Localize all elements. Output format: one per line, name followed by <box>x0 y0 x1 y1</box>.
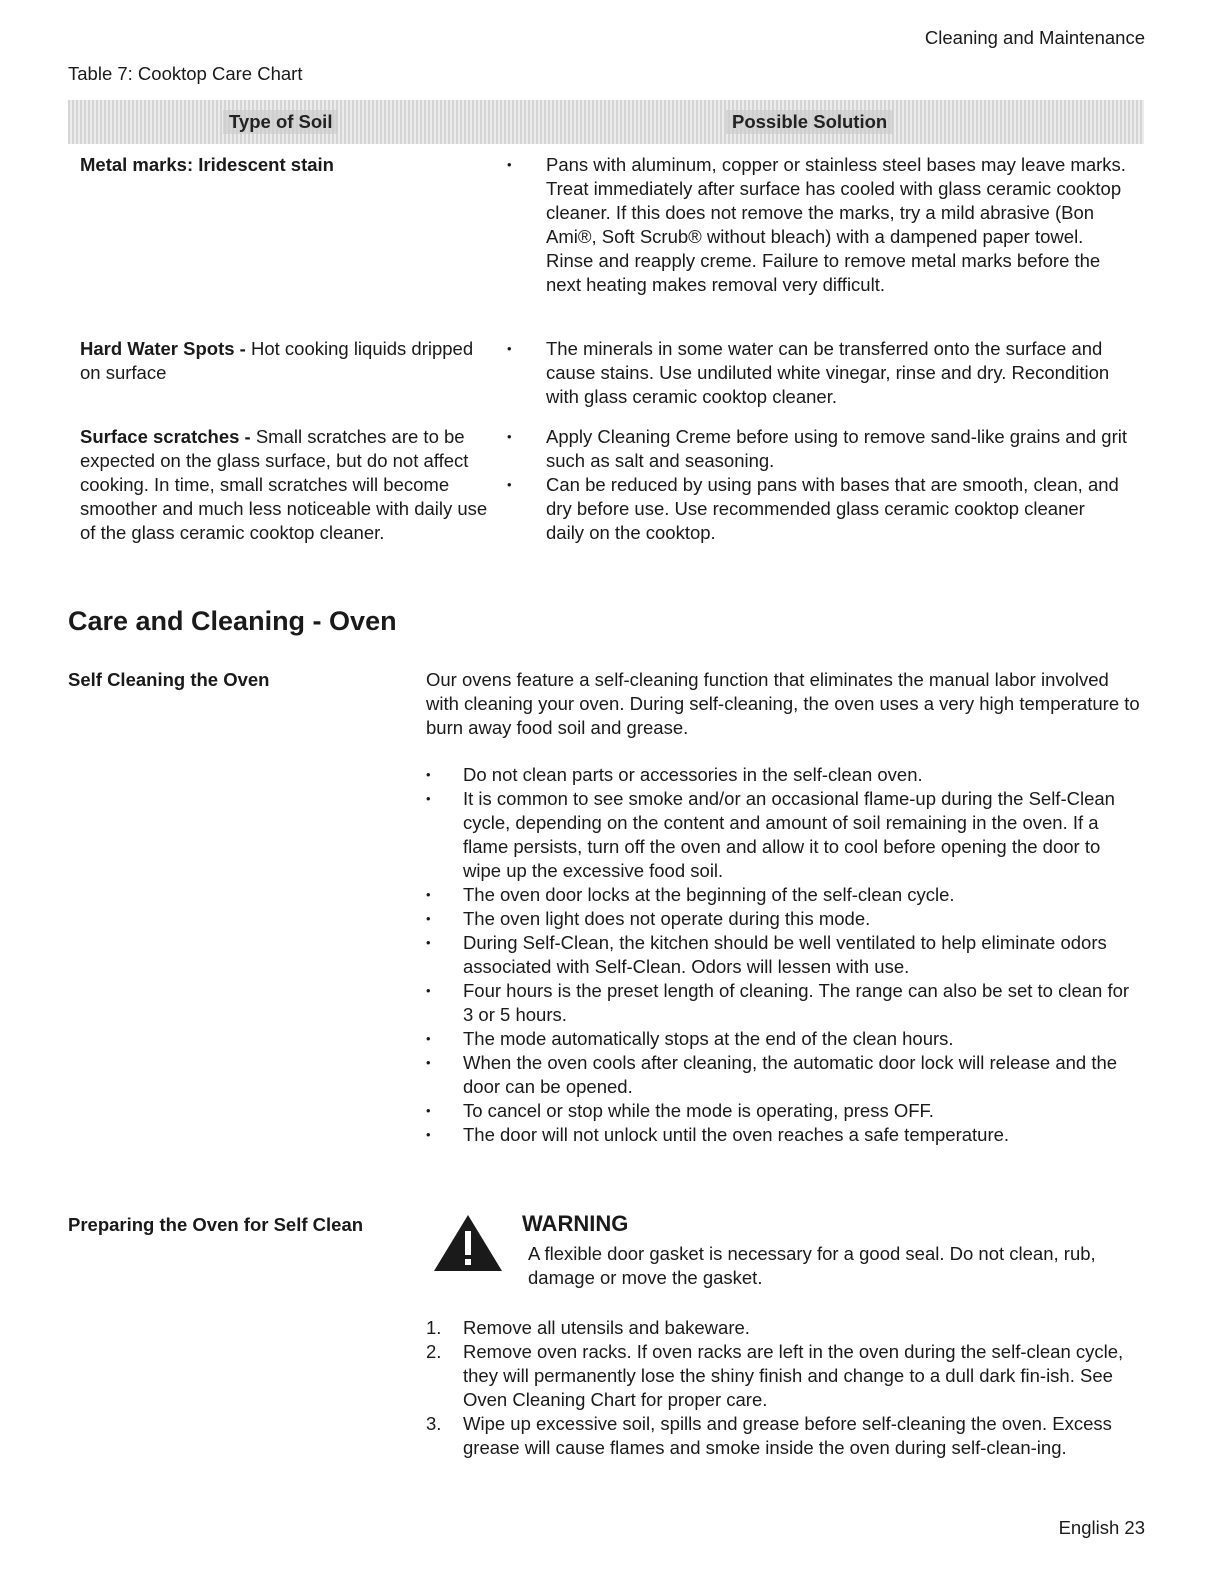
page-number: English 23 <box>1058 1517 1145 1538</box>
solution-item: • Can be reduced by using pans with bases that are smooth, clean, and dry before use. Use recommended glass ceramic cooktop cleaner daily on the cooktop. <box>507 473 1127 545</box>
step-number: 3. <box>426 1413 442 1434</box>
list-item: • During Self-Clean, the kitchen should be well ventilated to help eliminate odors associated with Self-Clean. Odors will lessen with use. <box>426 931 1142 979</box>
soil-description: Hot cooking liquids dripped on surface <box>80 338 474 383</box>
list-item <box>426 1340 1142 1412</box>
solution-item: • The minerals in some water can be transferred onto the surface and cause stains. Use undiluted white vinegar, rinse and dry. Recondition with glass ceramic cooktop cleaner. <box>507 337 1127 409</box>
section-header: Cleaning and Maintenance <box>924 27 1145 48</box>
section-heading-self-cleaning: Self Cleaning the Oven <box>68 669 270 690</box>
list-item: • To cancel or stop while the mode is operating, press OFF. <box>426 1099 1142 1123</box>
step-text: Remove all utensils and bakeware. <box>463 1317 750 1338</box>
table-row-solution <box>507 153 1127 297</box>
list-item: • The mode automatically stops at the end of the clean hours. <box>426 1027 1142 1051</box>
table-row-soil <box>80 153 490 177</box>
table-row-solution <box>507 425 1127 545</box>
solution-item: • Apply Cleaning Creme before using to remove sand-like grains and grit such as salt and seasoning. <box>507 425 1127 473</box>
table-row-soil <box>80 337 490 385</box>
step-number: 1. <box>426 1317 442 1338</box>
preparing-steps-list <box>426 1316 1142 1460</box>
step-number: 2. <box>426 1341 442 1362</box>
list-item: • Four hours is the preset length of cleaning. The range can also be set to clean for 3 or 5 hours. <box>426 979 1142 1027</box>
solution-item: • Pans with aluminum, copper or stainless steel bases may leave marks. Treat immediately after surface has cooled with glass ceramic cooktop cleaner. If this does not remove the marks, try a mild abrasive (Bon Ami®, Soft Scrub® without bleach) with a dampened paper towel. Rinse and reapply creme. Failure to remove metal marks before the next heating makes removal very difficult. <box>507 153 1127 297</box>
warning-text: A flexible door gasket is necessary for a good seal. Do not clean, rub, damage or move the gasket. <box>528 1243 1096 1288</box>
table-row-solution <box>507 337 1127 409</box>
step-text: Wipe up excessive soil, spills and grease before self-cleaning the oven. Excess grease will cause flames and smoke inside the oven during self-clean-ing. <box>463 1413 1112 1458</box>
list-item <box>426 1412 1142 1460</box>
soil-type-label: Hard Water Spots - <box>80 338 251 359</box>
list-item: • The oven door locks at the beginning of the self-clean cycle. <box>426 883 1142 907</box>
list-item: • When the oven cools after cleaning, the automatic door lock will release and the door can be opened. <box>426 1051 1142 1099</box>
table-row-soil <box>80 425 490 545</box>
warning-triangle-icon <box>432 1213 504 1273</box>
warning-title: WARNING <box>522 1211 629 1236</box>
table-header-row <box>68 100 1144 144</box>
list-item <box>426 1316 1142 1340</box>
list-item: • The oven light does not operate during this mode. <box>426 907 1142 931</box>
self-cleaning-intro: Our ovens feature a self-cleaning function that eliminates the manual labor involved with cleaning your oven. During self-cleaning, the oven uses a very high temperature to burn away food soil and grease. <box>426 669 1140 738</box>
section-heading-preparing: Preparing the Oven for Self Clean <box>68 1214 364 1235</box>
list-item: • The door will not unlock until the oven reaches a safe temperature. <box>426 1123 1142 1147</box>
table-caption: Table 7: Cooktop Care Chart <box>68 63 303 84</box>
list-item: • It is common to see smoke and/or an occasional flame-up during the Self-Clean cycle, depending on the content and amount of soil remaining in the oven. If a flame persists, turn off the oven and allow it to cool before opening the door to wipe up the excessive food soil. <box>426 787 1142 883</box>
column-header-possible-solution: Possible Solution <box>726 110 893 134</box>
self-cleaning-bullet-list <box>426 763 1142 1147</box>
soil-type-label: Metal marks: Iridescent stain <box>80 154 334 175</box>
page-title: Care and Cleaning - Oven <box>68 606 397 636</box>
step-text: Remove oven racks. If oven racks are left in the oven during the self-clean cycle, they will permanently lose the shiny finish and change to a dull dark fin-ish. See Oven Cleaning Chart for proper care. <box>463 1341 1124 1410</box>
soil-description: Small scratches are to be expected on the glass surface, but do not affect cooking. In time, small scratches will become smoother and much less noticeable with daily use of the glass ceramic cooktop cleaner. <box>80 426 488 543</box>
column-header-type-of-soil: Type of Soil <box>223 110 338 134</box>
soil-type-label: Surface scratches - <box>80 426 256 447</box>
list-item: • Do not clean parts or accessories in the self-clean oven. <box>426 763 1142 787</box>
